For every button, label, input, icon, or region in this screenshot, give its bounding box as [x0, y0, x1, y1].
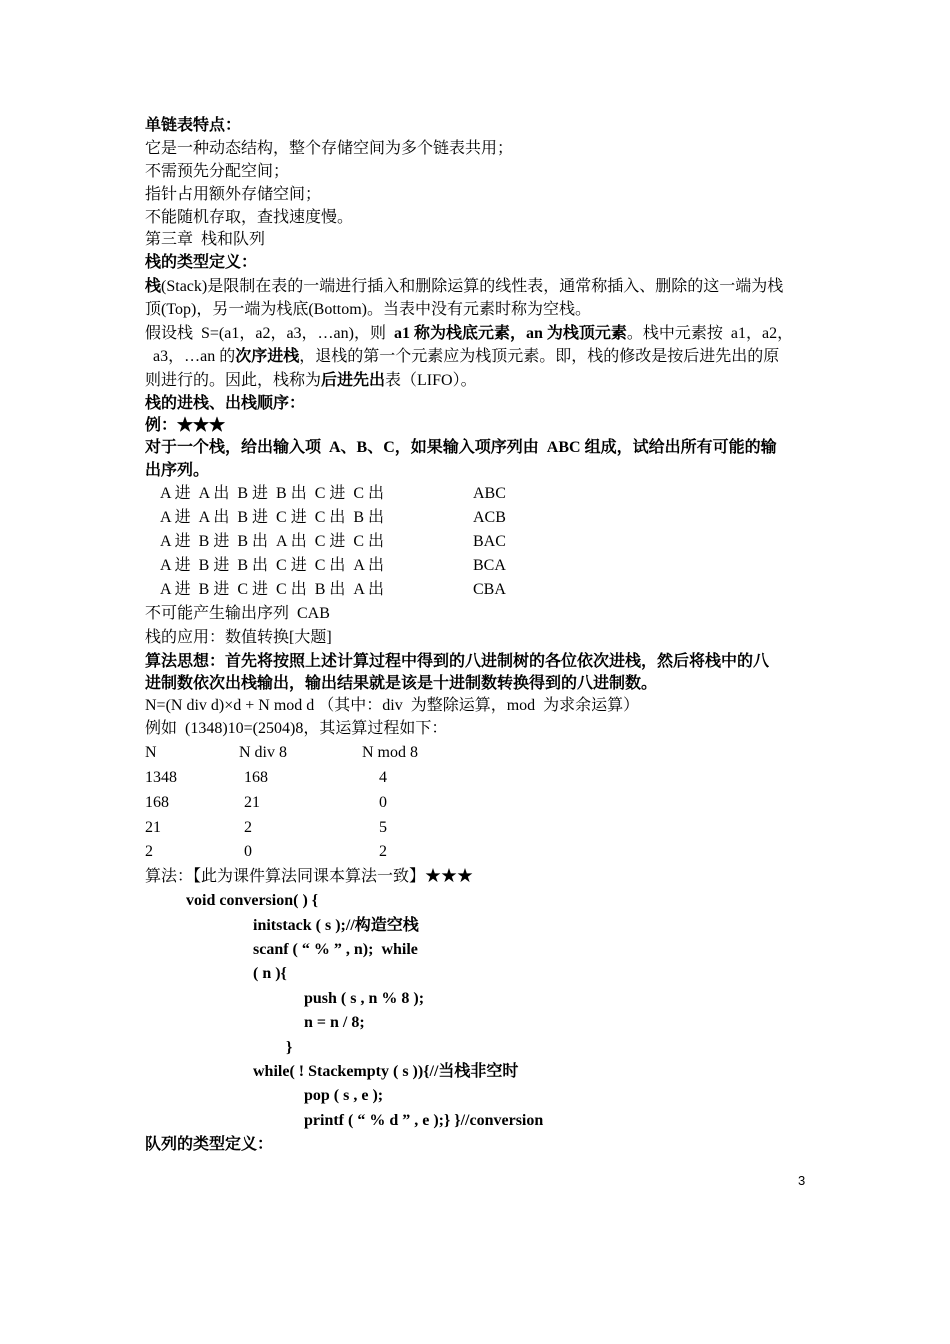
- stack-def-line-3-b: a1 称为栈底元素，an 为栈顶元素: [394, 325, 627, 342]
- order-heading: 栈的进栈、出栈顺序：: [145, 395, 306, 412]
- queue-heading: 队列的类型定义：: [145, 1136, 274, 1153]
- stack-def-line-5-c: 表（LIFO）。: [385, 372, 477, 389]
- stack-def-line-5-b: 后进先出: [321, 372, 386, 389]
- app-formula: N=(N div d)×d + N mod d （其中：div 为整除运算，mod 为求余运算）: [145, 697, 640, 714]
- order-row-ops: A 进 A 出 B 进 B 出 C 进 C 出: [160, 485, 385, 502]
- sll-point-2: 不需预先分配空间；: [145, 163, 290, 180]
- table-cell: 2: [145, 843, 153, 860]
- code-line: ( n ){: [253, 965, 287, 982]
- order-row-out: CBA: [473, 581, 506, 598]
- code-line: pop ( s , e );: [304, 1087, 384, 1104]
- order-impossible: 不可能产生输出序列 CAB: [145, 605, 330, 622]
- code-line: void conversion( ) {: [186, 892, 319, 909]
- stack-def-line-5: [145, 370, 477, 392]
- code-line: initstack ( s );//构造空栈: [253, 917, 419, 934]
- order-row-ops: A 进 B 进 C 进 C 出 B 出 A 出: [160, 581, 385, 598]
- table-cell: 5: [379, 819, 387, 836]
- order-example: 例：★★★: [145, 417, 226, 434]
- code-line: scanf ( “ % ” , n); while: [253, 941, 418, 958]
- table-header: N mod 8: [362, 744, 418, 761]
- stack-def-line-4-b: 次序进栈: [235, 348, 300, 365]
- stack-term: 栈: [145, 278, 162, 295]
- sll-point-1: 它是一种动态结构，整个存储空间为多个链表共用；: [145, 140, 514, 157]
- order-row-ops: A 进 B 进 B 出 C 进 C 出 A 出: [160, 557, 385, 574]
- sll-heading: 单链表特点：: [145, 117, 242, 134]
- table-header: N div 8: [239, 744, 287, 761]
- table-cell: 2: [379, 843, 387, 860]
- table-cell: 2: [244, 819, 252, 836]
- stack-def-line-3-c: 。栈中元素按 a1，a2，: [626, 325, 794, 342]
- order-row-out: ABC: [473, 485, 506, 502]
- stack-def-line-3: [145, 323, 793, 345]
- page-number: 3: [798, 1173, 806, 1188]
- order-row-out: BCA: [473, 557, 506, 574]
- order-row-out: ACB: [473, 509, 506, 526]
- table-cell: 21: [145, 819, 161, 836]
- code-line: push ( s , n % 8 );: [304, 990, 425, 1007]
- app-idea-1: 算法思想：首先将按照上述计算过程中得到的八进制树的各位依次进栈，然后将栈中的八: [145, 653, 770, 670]
- chapter-title: 第三章 栈和队列: [145, 231, 266, 248]
- stack-def-line-1-rest: (Stack)是限制在表的一端进行插入和删除运算的线性表，通常称插入、删除的这一端为栈: [161, 278, 784, 295]
- order-row-ops: A 进 B 进 B 出 A 出 C 进 C 出: [160, 533, 385, 550]
- order-question-2: 出序列。: [145, 462, 210, 479]
- table-cell: 168: [145, 794, 169, 811]
- stack-def-line-4-a: a3，…an 的: [145, 348, 236, 365]
- table-cell: 1348: [145, 769, 177, 786]
- stack-def-heading: 栈的类型定义：: [145, 254, 258, 271]
- order-row-ops: A 进 A 出 B 进 C 进 C 出 B 出: [160, 509, 385, 526]
- table-cell: 21: [244, 794, 260, 811]
- stack-def-line-4-c: ，退栈的第一个元素应为栈顶元素。即，栈的修改是按后进先出的原: [299, 348, 780, 365]
- sll-point-4: 不能随机存取，查找速度慢。: [145, 209, 354, 226]
- stack-def-line-3-a: 假设栈 S=(a1，a2，a3，…an)，则: [145, 325, 394, 342]
- stack-def-line-1: [145, 276, 783, 298]
- order-question-1: 对于一个栈，给出输入项 A、B、C，如果输入项序列由 ABC 组成，试给出所有可能的输: [145, 439, 777, 456]
- code-line: n = n / 8;: [304, 1014, 365, 1031]
- code-line: printf ( “ % d ” , e );} }//conversion: [304, 1112, 544, 1129]
- sll-point-3: 指针占用额外存储空间；: [145, 186, 322, 203]
- table-cell: 168: [244, 769, 268, 786]
- stack-def-line-4: [145, 346, 779, 368]
- table-header: N: [145, 744, 157, 761]
- app-idea-2: 进制数依次出栈输出，输出结果就是该是十进制数转换得到的八进制数。: [145, 675, 658, 692]
- code-line: }: [286, 1039, 293, 1056]
- table-cell: 4: [379, 769, 387, 786]
- code-line: while( ! Stackempty ( s )){//当栈非空时: [253, 1063, 519, 1080]
- stack-def-line-5-a: 则进行的。因此，栈称为: [145, 372, 322, 389]
- order-row-out: BAC: [473, 533, 506, 550]
- app-example: 例如 (1348)10=(2504)8，其运算过程如下：: [145, 720, 448, 737]
- algo-label: 算法：【此为课件算法同课本算法一致】★★★: [145, 868, 474, 885]
- table-cell: 0: [379, 794, 387, 811]
- table-cell: 0: [244, 843, 252, 860]
- app-title: 栈的应用：数值转换[大题]: [145, 629, 332, 646]
- stack-def-line-2: 顶(Top)，另一端为栈底(Bottom)。当表中没有元素时称为空栈。: [145, 301, 591, 318]
